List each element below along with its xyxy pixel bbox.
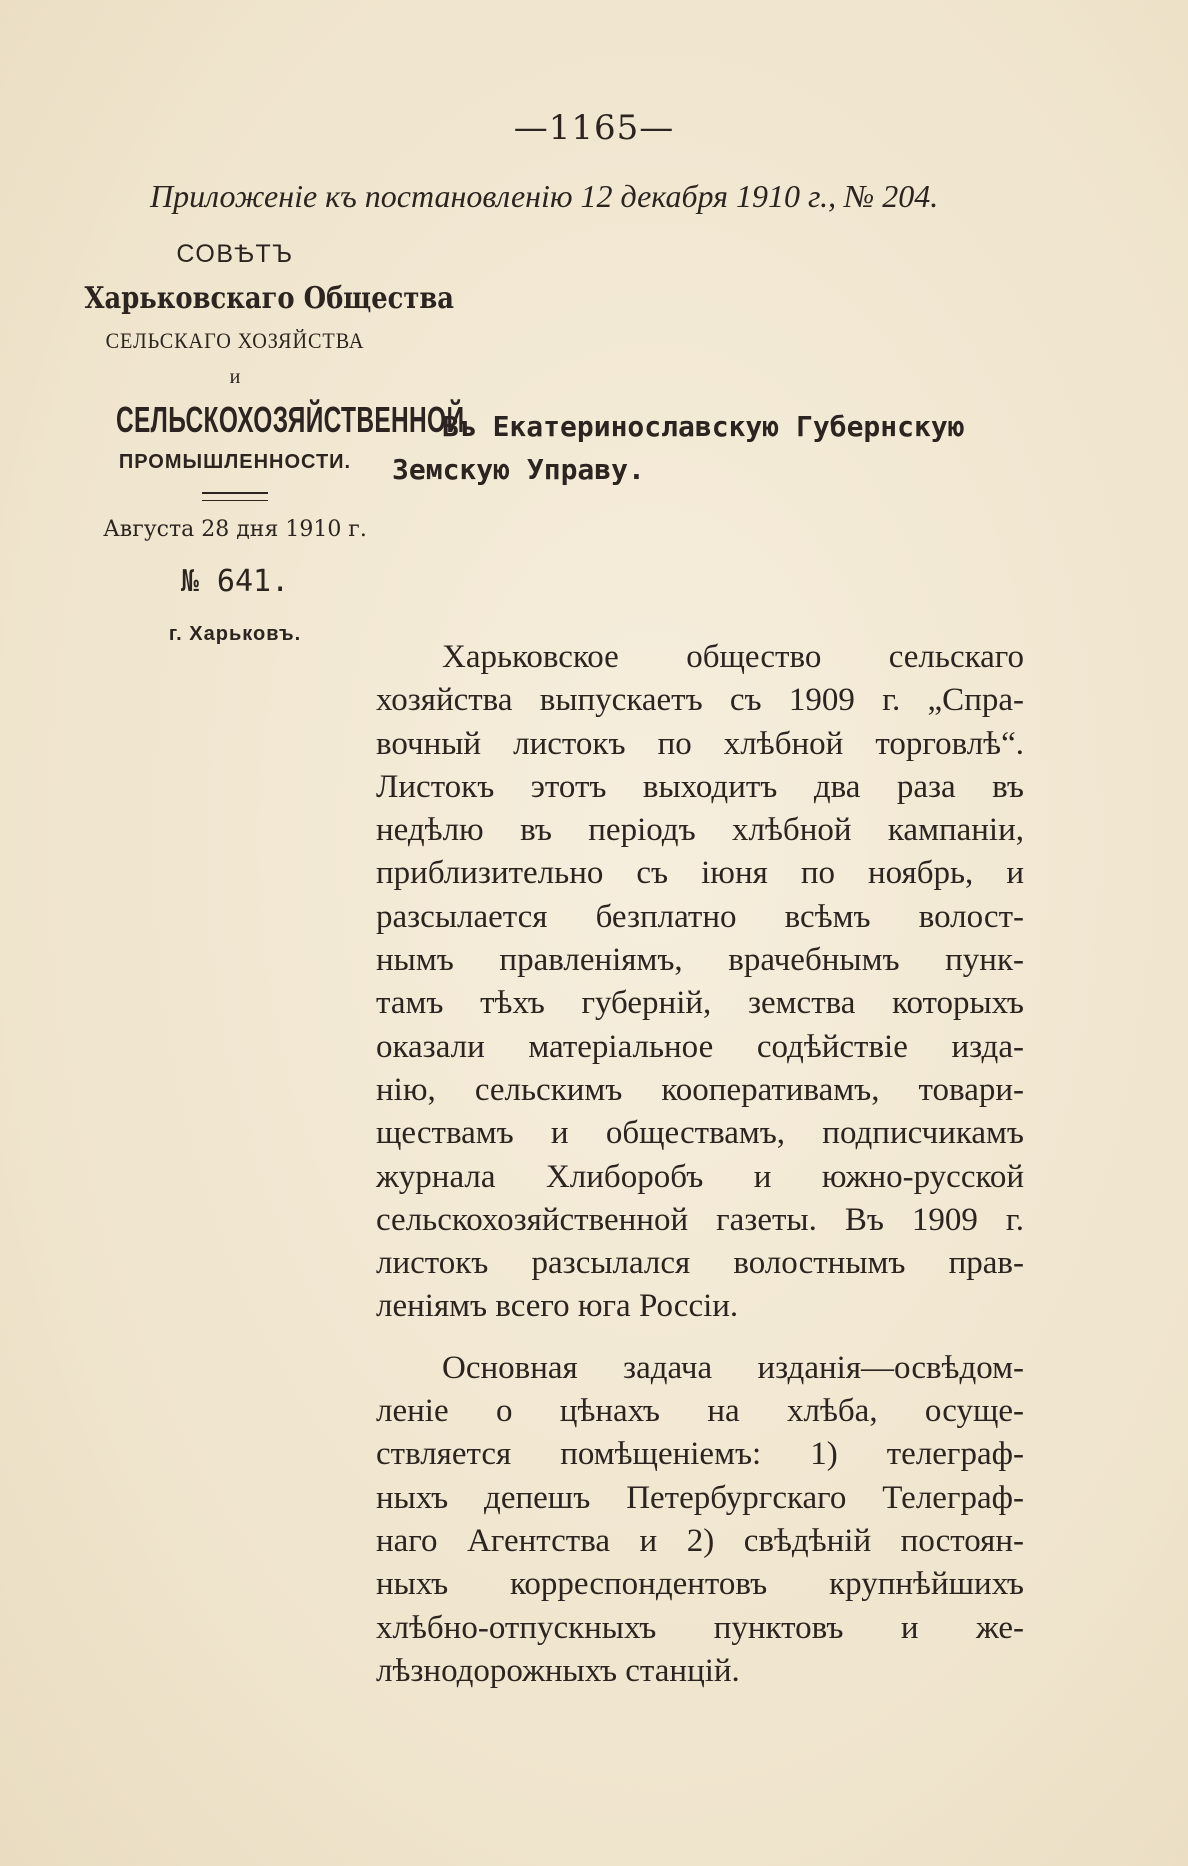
text-line: журнала Хлиборобъ и южно-русской xyxy=(376,1158,1024,1195)
paragraph-1 xyxy=(376,636,1024,1329)
text-line: вочный листокъ по хлѣбной торговлѣ“. xyxy=(376,725,1024,762)
text-line: недѣлю въ періодъ хлѣбной кампаніи, xyxy=(376,812,1024,849)
text-line: хлѣбно-отпускныхъ пунктовъ и же- xyxy=(376,1609,1024,1646)
page-number: —1165— xyxy=(513,108,675,148)
letterhead-agriculture: СЕЛЬСКАГО ХОЗЯЙСТВА xyxy=(105,328,365,353)
text-line: Харьковское общество сельскаго xyxy=(442,639,1024,675)
text-line: Основная задача изданія—освѣдом- xyxy=(442,1349,1024,1386)
letterhead-number: № 641. xyxy=(180,564,290,599)
letterhead-divider xyxy=(202,492,268,494)
letterhead-society-name: Харьковскаго Общества xyxy=(84,281,454,316)
text-line: лѣзнодорожныхъ станцій. xyxy=(376,1652,740,1689)
text-line: ныхъ корреспондентовъ крупнѣйшихъ xyxy=(376,1566,1024,1603)
text-line: листокъ разсылался волостнымъ прав- xyxy=(376,1245,1024,1282)
text-line: тамъ тѣхъ губерній, земства которыхъ xyxy=(376,985,1024,1022)
text-line: разсылается безплатно всѣмъ волост- xyxy=(376,898,1024,935)
text-line: леніямъ всего юга Россіи. xyxy=(376,1288,739,1325)
text-line: леніе о цѣнахъ на хлѣба, осуще- xyxy=(376,1393,1024,1430)
text-line: нію, сельскимъ кооперативамъ, товари- xyxy=(376,1071,1024,1108)
letterhead xyxy=(60,240,465,646)
paragraph-2 xyxy=(376,1347,1024,1693)
text-line: Листокъ этотъ выходитъ два раза въ xyxy=(376,768,1024,805)
text-line: ществамъ и обществамъ, подписчикамъ xyxy=(376,1115,1024,1152)
letterhead-city: г. Харьковъ. xyxy=(168,623,302,645)
addressee xyxy=(392,405,1032,491)
text-line: нымъ правленіямъ, врачебнымъ пунк- xyxy=(376,942,1024,979)
text-line: сельскохозяйственной газеты. Въ 1909 г. xyxy=(376,1201,1024,1238)
appendix-note: Приложеніе къ постановленію 12 декабря 1910 г., № 204. xyxy=(150,178,939,214)
text-line: ныхъ депешъ Петербургскаго Телеграф- xyxy=(376,1479,1024,1516)
text-line: оказали матеріальное содѣйствіе изда- xyxy=(376,1028,1024,1065)
letterhead-council: СОВѢТЪ xyxy=(176,240,294,268)
addressee-line-2: Земскую Управу. xyxy=(392,453,645,486)
text-line: ствляется помѣщеніемъ: 1) телеграф- xyxy=(376,1436,1024,1473)
letterhead-and: и xyxy=(229,366,241,388)
text-line: наго Агентства и 2) свѣдѣній постоян- xyxy=(376,1522,1024,1559)
letterhead-divider-thin xyxy=(202,500,268,501)
text-line: приблизительно съ іюня по ноябрь, и xyxy=(376,855,1024,892)
letterhead-industry: ПРОМЫШЛЕННОСТИ. xyxy=(118,451,352,473)
letter-body xyxy=(376,636,1024,1693)
addressee-line-1: Въ Екатеринославскую Губернскую xyxy=(442,410,965,443)
letterhead-date: Августа 28 дня 1910 г. xyxy=(103,517,367,542)
letterhead-agri-industry: СЕЛЬСКОХОЗЯЙСТВЕННОЙ xyxy=(116,399,465,440)
text-line: хозяйства выпускаетъ съ 1909 г. „Спра- xyxy=(376,682,1024,719)
